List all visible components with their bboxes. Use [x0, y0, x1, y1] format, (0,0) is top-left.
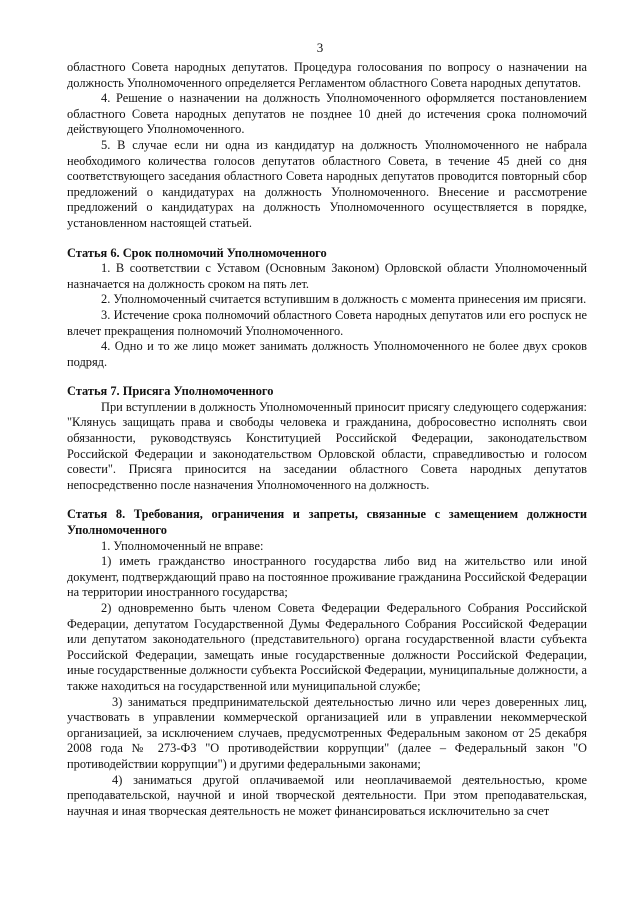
page-number: 3 [316, 40, 324, 55]
article-8-subitem-3: 3) заниматься предпринимательской деятельностью лично или через доверенных лиц, участвовать в управлении коммерческой организацией или в управлении некоммерческой организацией, за исключением случаев, предусмотренных Федеральным законом от 25 декабря 2008 года № 273-ФЗ "О противодействии коррупции" (далее – Федеральный закон "О противодействии коррупции") и другими федеральными законами; [67, 694, 587, 771]
article-8-subitem-4: 4) заниматься другой оплачиваемой или неоплачиваемой деятельностью, кроме преподавательской, научной и иной творческой деятельности. При этом преподавательская, научная и иная творческая деятельность не может финансироваться исключительно за счет [67, 772, 587, 818]
article-8-item-1: 1. Уполномоченный не вправе: [101, 538, 264, 553]
article-8-heading: Статья 8. Требования, ограничения и запреты, связанные с замещением должности Уполномоченного [67, 507, 587, 538]
document-body [67, 60, 587, 819]
article-6-item-1: 1. В соответствии с Уставом (Основным Законом) Орловской области Уполномоченный назначается на должность сроком на пять лет. [67, 261, 587, 291]
article-8-subitem-2: 2) одновременно быть членом Совета Федерации Федерального Собрания Российской Федерации, депутатом Государственной Думы Федерального Собрания Российской Федерации или депутатом законодательного (представительного) органа государственной власти субъекта Российской Федерации, замещать иные государственные должности Российской Федерации, иные государственные должности субъекта Российской Федерации, муниципальные должности, а также находиться на государственной или муниципальной службе; [67, 601, 587, 693]
paragraph-procedure: областного Совета народных депутатов. Процедура голосования по вопросу о назначении на должность Уполномоченного определяется Регламентом областного Совета народных депутатов. [67, 60, 587, 90]
article-7-heading: Статья 7. Присяга Уполномоченного [67, 384, 274, 399]
article-6-item-4: 4. Одно и то же лицо может занимать должность Уполномоченного не более двух сроков подряд. [67, 339, 587, 369]
article-6-item-2: 2. Уполномоченный считается вступившим в должность с момента принесения им присяги. [101, 292, 587, 307]
article-6-heading: Статья 6. Срок полномочий Уполномоченного [67, 245, 327, 260]
paragraph-item-4: 4. Решение о назначении на должность Уполномоченного оформляется постановлением областного Совета народных депутатов не позднее 10 дней до истечения срока полномочий действующего Уполномоченного. [67, 91, 587, 137]
article-6-item-3: 3. Истечение срока полномочий областного Совета народных депутатов или его роспуск не влечет прекращения полномочий Уполномоченного. [67, 307, 587, 338]
paragraph-item-5: 5. В случае если ни одна из кандидатур на должность Уполномоченного не набрала необходимого количества голосов депутатов областного Совета, в течение 45 дней со дня соответствующего заседания областного Совета народных депутатов проводится повторный сбор предложений о кандидатурах на должность Уполномоченного. Внесение и рассмотрение предложений о кандидатурах на должность Уполномоченного осуществляется в порядке, установленном настоящей статьей. [67, 137, 587, 230]
article-8-subitem-1: 1) иметь гражданство иностранного государства либо вид на жительство или иной документ, подтверждающий право на постоянное проживание гражданина Российской Федерации на территории иностранного государства; [67, 554, 587, 600]
article-7-text: При вступлении в должность Уполномоченный приносит присягу следующего содержания: "Клянусь защищать права и свободы человека и гражданина, добросовестно исполнять свои обязанности, руководствуясь Конституцией Российской Федерации, законодательством Российской Федерации и законодательством Орловской области, справедливостью и голосом совести". Присяга приносится на заседании областного Совета народных депутатов непосредственно после назначения Уполномоченного на должность. [67, 399, 587, 492]
